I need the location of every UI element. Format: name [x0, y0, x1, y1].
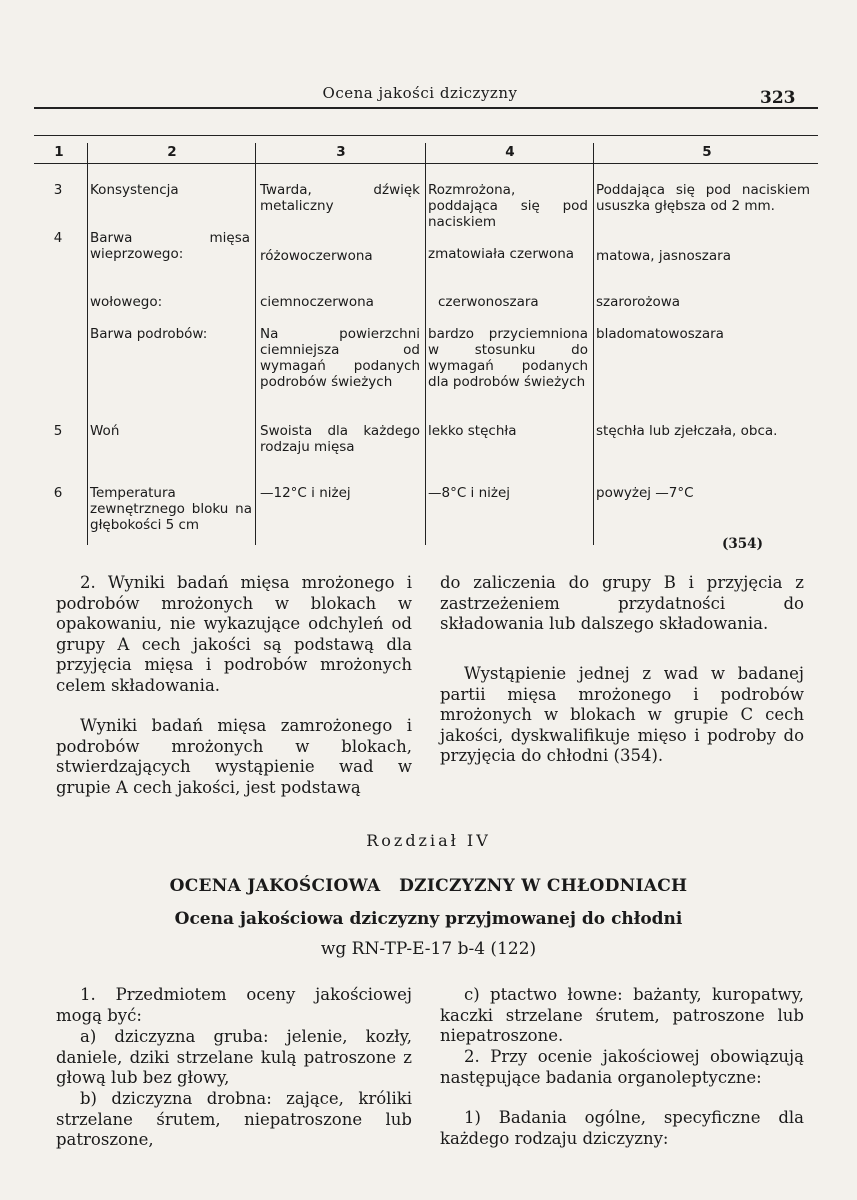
- section-list-item: b) dziczyzna drobna: zające, króliki strzelane śrutem, niepatroszone lub patroszone,: [56, 1089, 412, 1149]
- row-number: 6: [53, 485, 63, 501]
- row-number: 3: [53, 182, 63, 198]
- table-header-cell: 4: [505, 144, 515, 160]
- body-paragraph: do zaliczenia do grupy B i przyjęcia z zastrzeżeniem przydatności do składowania lub dalszego składowania.: [440, 573, 804, 633]
- table-header-cell: 5: [702, 144, 712, 160]
- row-grade-b: lekko stęchła: [428, 423, 517, 439]
- section-paragraph: 2. Przy ocenie jakościowej obowiązują następujące badania organoleptyczne:: [440, 1047, 804, 1087]
- section-title: Ocena jakościowa dziczyzny przyjmowanej do chłodni: [174, 909, 683, 929]
- body-paragraph: 2. Wyniki badań mięsa mrożonego i podrobów mrożonych w blokach w opakowaniu, nie wykazujące odchyleń od grupy A cech jakości są podstawą dla przyjęcia mięsa i podrobów mrożonych celem składowania.: [56, 573, 412, 695]
- row-grade-a: Swoista dla każdego rodzaju mięsa: [260, 423, 420, 455]
- table-col-divider: [255, 143, 256, 545]
- row-number: 4: [53, 230, 63, 246]
- row-grade-c: matowa, jasnoszara: [596, 248, 731, 264]
- section-paragraph: 1. Przedmiotem oceny jakościowej mogą być:: [56, 985, 412, 1025]
- row-feature: Barwa podrobów:: [90, 326, 208, 342]
- page-number: 323: [760, 88, 796, 108]
- chapter-label: Rozdział IV: [366, 831, 491, 850]
- row-grade-b: —8°C i niżej: [428, 485, 511, 501]
- row-grade-b: bardzo przyciemniona w stosunku do wymagań podanych dla podrobów świeżych: [428, 326, 588, 390]
- section-paragraph: 1) Badania ogólne, specyficzne dla każdego rodzaju dziczyzny:: [440, 1108, 804, 1148]
- body-paragraph: Wyniki badań mięsa zamrożonego i podrobów mrożonych w blokach, stwierdzających wystąpienie wad w grupie A cech jakości, jest podstawą: [56, 716, 412, 797]
- section-reference: wg RN-TP-E-17 b-4 (122): [320, 939, 537, 959]
- row-grade-c: Poddająca się pod naciskiem ususzka głębsza od 2 mm.: [596, 182, 810, 214]
- row-grade-c: powyżej —7°C: [596, 485, 694, 501]
- header-rule: [34, 107, 818, 109]
- row-grade-a: ciemnoczerwona: [260, 294, 374, 310]
- row-grade-a: Na powierzchni ciemniejsza od wymagań podanych podrobów świeżych: [260, 326, 420, 390]
- table-header-cell: 1: [54, 144, 64, 160]
- row-grade-c: szarorożowa: [596, 294, 681, 310]
- chapter-title: OCENA JAKOŚCIOWA DZICZYZNY W CHŁODNIACH: [169, 876, 688, 896]
- row-grade-b: Rozmrożona, poddająca się pod naciskiem: [428, 182, 588, 230]
- table-top-rule: [34, 135, 818, 136]
- row-grade-c: stęchła lub zjełczała, obca.: [596, 423, 778, 439]
- row-feature: Temperatura zewnętrznego bloku na głębokości 5 cm: [90, 485, 252, 533]
- row-feature: Barwa mięsa wieprzowego:: [90, 230, 250, 262]
- row-feature: Woń: [90, 423, 120, 439]
- row-grade-a: Twarda, dźwięk metaliczny: [260, 182, 420, 214]
- table-col-divider: [425, 143, 426, 545]
- section-list-item: c) ptactwo łowne: bażanty, kuropatwy, kaczki strzelane śrutem, patroszone lub niepatroszone.: [440, 985, 804, 1045]
- row-grade-b: zmatowiała czerwona: [428, 246, 575, 262]
- section-list-item: a) dziczyzna gruba: jelenie, kozły, daniele, dziki strzelane kulą patroszone z głową lub bez głowy,: [56, 1027, 412, 1087]
- table-col-divider: [87, 143, 88, 545]
- table-header-cell: 2: [167, 144, 177, 160]
- row-number: 5: [53, 423, 63, 439]
- table-header-cell: 3: [336, 144, 346, 160]
- row-feature: wołowego:: [90, 294, 163, 310]
- table-source-note: (354): [722, 536, 763, 552]
- body-paragraph: Wystąpienie jednej z wad w badanej partii mięsa mrożonego i podrobów mrożonych w blokach w grupie C cech jakości, dyskwalifikuje mięso i podroby do przyjęcia do chłodni (354).: [440, 664, 804, 765]
- table-header-rule: [34, 163, 818, 164]
- row-grade-a: różowoczerwona: [260, 248, 373, 264]
- row-grade-c: bladomatowoszara: [596, 326, 724, 342]
- row-grade-b: czerwonoszara: [438, 294, 539, 310]
- running-title: Ocena jakości dziczyzny: [322, 84, 518, 102]
- row-grade-a: —12°C i niżej: [260, 485, 351, 501]
- row-feature: Konsystencja: [90, 182, 179, 198]
- table-col-divider: [593, 143, 594, 545]
